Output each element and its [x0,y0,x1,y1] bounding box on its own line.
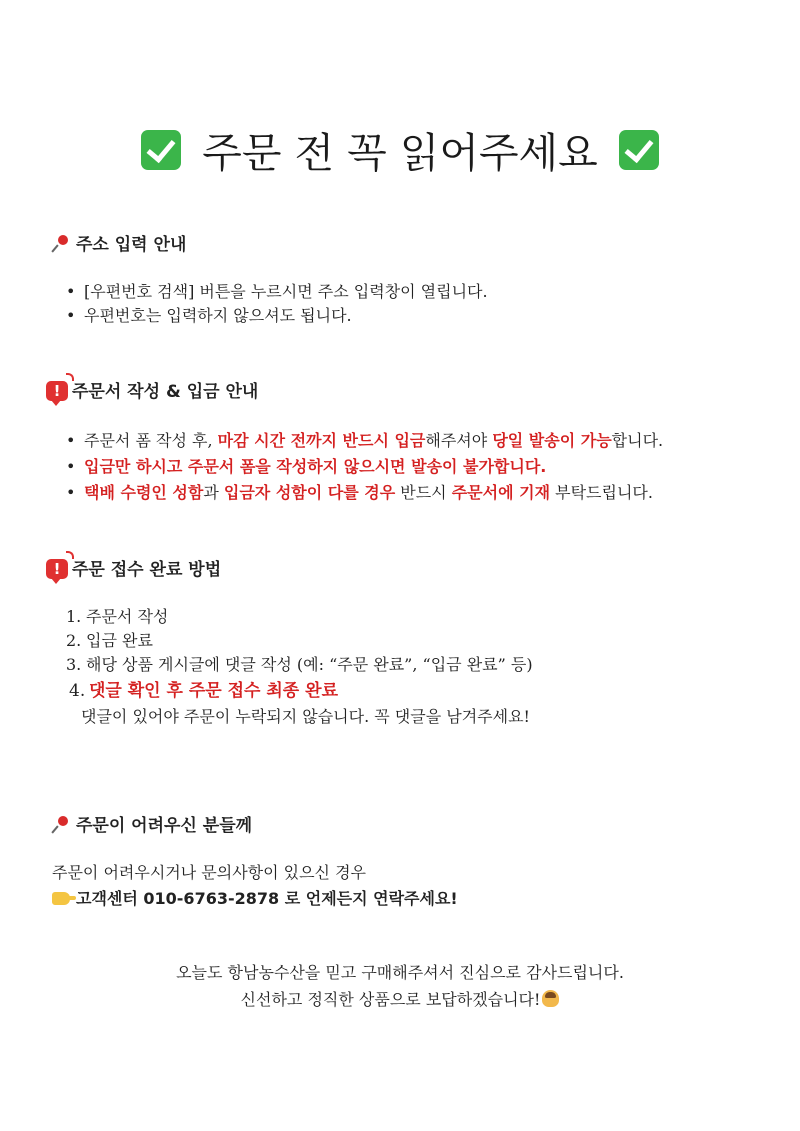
pushpin-icon [52,816,70,834]
pointing-hand-icon [52,892,70,905]
page-title-row [0,120,800,179]
text: 부탁드립니다. [550,483,653,502]
step-number: 3. [66,655,82,674]
step-item [66,605,533,629]
highlight-text: 입금만 하시고 주문서 폼을 작성하지 않으시면 발송이 불가합니다. [84,457,547,476]
text: 주문서 폼 작성 후, [84,431,218,450]
step-text: 해당 상품 게시글에 댓글 작성 (예: “주문 완료”, “입금 완료” 등) [86,655,533,674]
step-text: 입금 완료 [86,631,153,650]
list-item [66,454,663,480]
section-heading-text: 주문이 어려우신 분들께 [76,816,253,836]
closing-line-1: 오늘도 항남농수산을 믿고 구매해주셔서 진심으로 감사드립니다. [176,963,624,982]
pushpin-icon [52,235,70,253]
section-heading-text: 주문서 작성 & 입금 안내 [72,382,259,402]
step-number: 4. [69,681,86,701]
step-number: 1. [66,607,82,626]
highlight-text: 마감 시간 전까지 반드시 입금 [217,431,426,450]
section-heading-order-complete [46,555,221,581]
step-item [66,653,533,677]
highlight-text: 입금자 성함이 다를 경우 [223,483,396,502]
text: 합니다. [611,431,664,450]
page-title: 주문 전 꼭 읽어주세요 [202,129,598,177]
section-heading-order-payment [46,377,258,403]
section-heading-help [52,811,252,836]
text: 해주셔야 [425,431,493,450]
text: 반드시 [395,483,452,502]
section-heading-text: 주소 입력 안내 [76,235,187,255]
step-note: 댓글이 있어야 주문이 누락되지 않습니다. 꼭 댓글을 남겨주세요! [81,707,530,726]
step-number: 2. [66,631,82,650]
order-steps-list [66,605,533,729]
list-item [66,480,663,506]
help-text: 주문이 어려우시거나 문의사항이 있으신 경우 [52,863,367,882]
contact-line [52,886,458,909]
check-mark-icon [141,130,181,170]
section-heading-address [52,230,186,255]
highlight-text: 당일 발송이 가능 [492,431,612,450]
section-heading-text: 주문 접수 완료 방법 [72,560,222,580]
contact-text: 고객센터 010-6763-2878 로 언제든지 연락주세요! [76,889,458,908]
list-item [66,428,663,454]
check-mark-icon [619,130,659,170]
closing-line-2 [0,987,800,1013]
step-text: 주문서 작성 [86,607,169,626]
bowing-person-icon [542,990,559,1007]
list-item: • [우편번호 검색] 버튼을 누르시면 주소 입력창이 열립니다. [66,280,488,304]
exclamation-icon: ! [46,555,72,581]
step-item [66,629,533,653]
list-item: • 우편번호는 입력하지 않으셔도 됩니다. [66,304,488,328]
text: 과 [203,483,224,502]
address-guide-list [66,280,488,328]
highlight-text: 택배 수령인 성함 [84,483,204,502]
step-item [66,677,533,705]
highlight-text: 주문서에 기재 [451,483,551,502]
exclamation-icon: ! [46,377,72,403]
step-text: 댓글 확인 후 주문 접수 최종 완료 [89,681,338,701]
closing-text: 신선하고 정직한 상품으로 보답하겠습니다! [240,990,541,1009]
order-payment-list [66,428,663,506]
